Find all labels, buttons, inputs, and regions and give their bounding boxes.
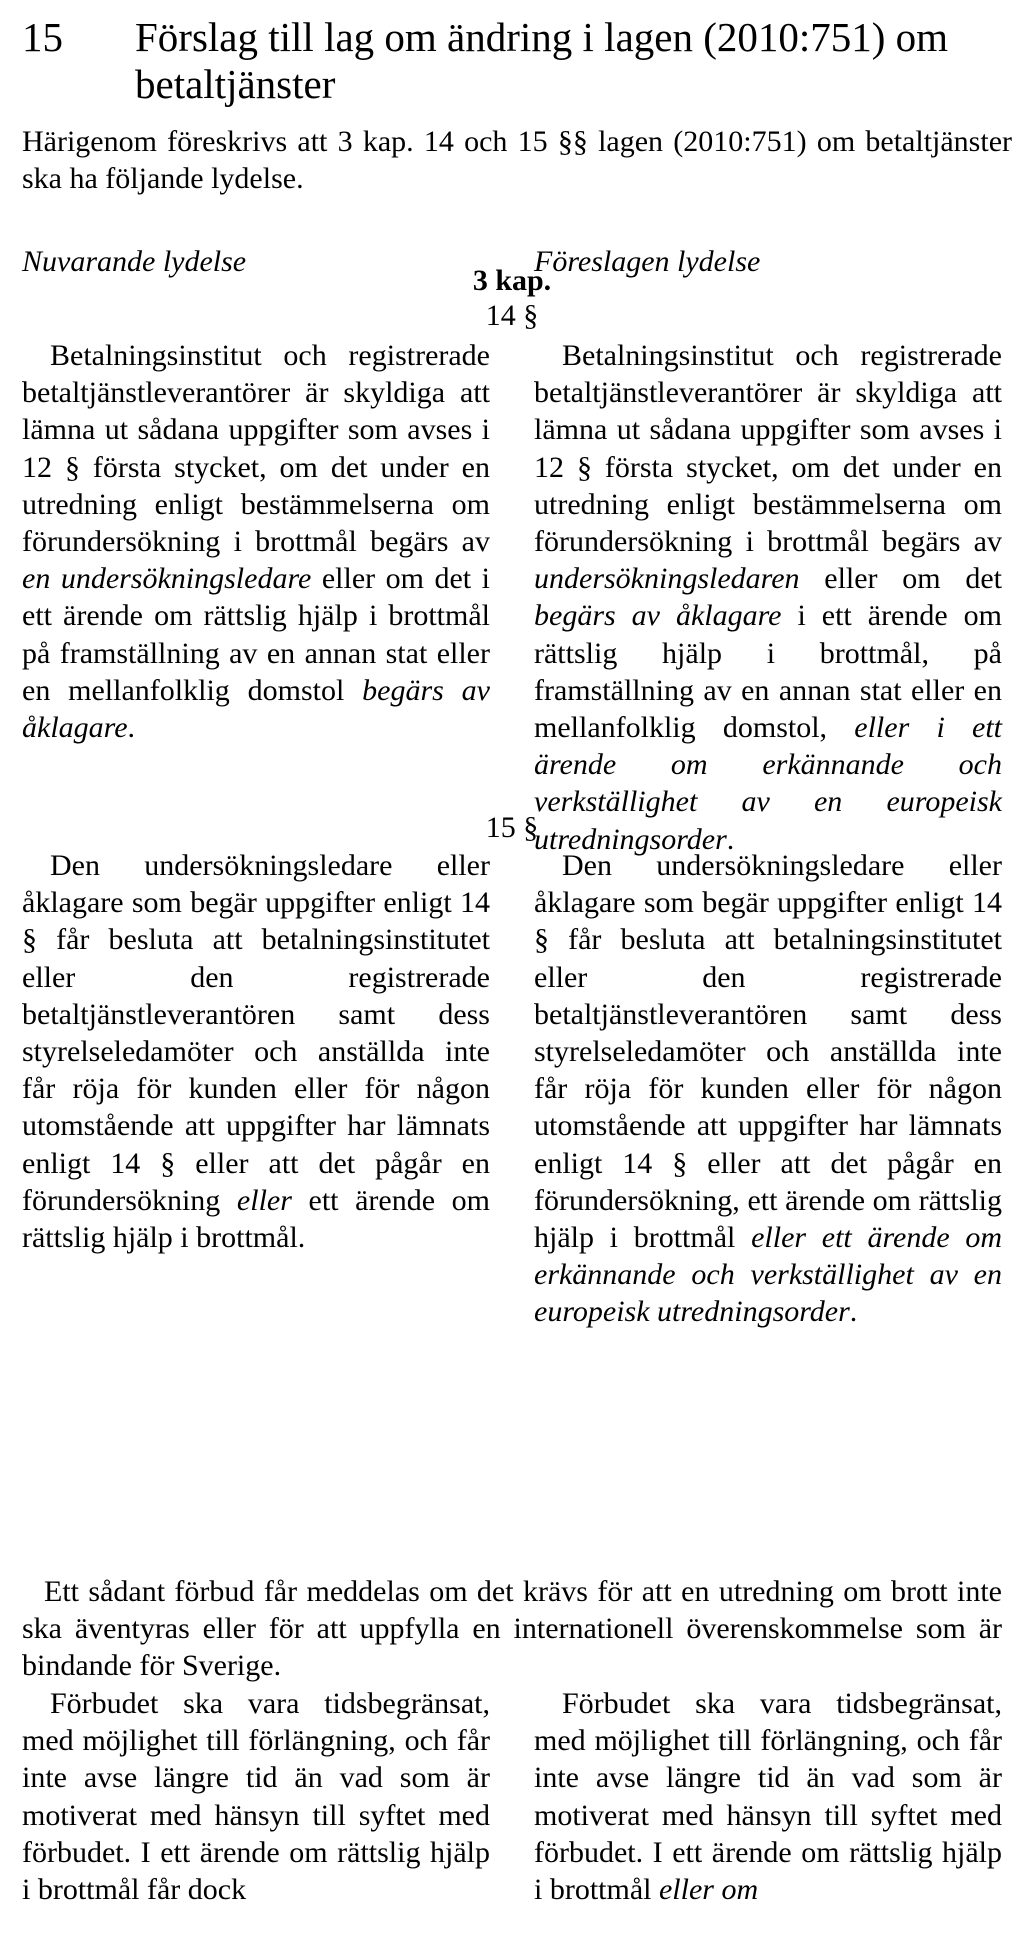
section-14-current-text: [22, 337, 490, 746]
section-title: Förslag till lag om ändring i lagen (2010:751) om betaltjänster: [135, 14, 949, 107]
section-14-proposed-text: [534, 337, 1002, 858]
section-14-current-paragraph: Betalningsinstitut och registrerade betaltjänstleverantörer är skyldiga att lämna ut sådana uppgifter som avses i 12 § första stycket, om det under en utredning enligt bestämmelserna om förundersökning i brottmål begärs av en undersökningsledare eller om det i ett ärende om rättslig hjälp i brottmål på framställning av en annan stat eller en mellanfolklig domstol begärs av åklagare.: [22, 339, 490, 745]
section-number: 15: [22, 14, 63, 60]
section-15-current-paragraph: Den undersökningsledare eller åklagare som begär uppgifter enligt 14 § får besluta att betalningsinstitutet eller den registrerade betaltjänstleverantören samt dess styrelseledamöter och anställda inte får röja för kunden eller för någon utomstående att uppgifter har lämnats enligt 14 § eller att det pågår en förundersökning eller ett ärende om rättslig hjälp i brottmål.: [22, 849, 491, 1255]
chapter-heading: 3 kap.: [472, 264, 552, 297]
section-15-current-paragraph-2: Förbudet ska vara tidsbegränsat, med möjlighet till förlängning, och får inte avse längre tid än vad som är motiverat med hänsyn till syftet med förbudet. I ett ärende om rättslig hjälp i brottmål får dock: [22, 1687, 490, 1907]
section-14-heading: 14 §: [485, 299, 539, 332]
section-15-common-paragraph: Ett sådant förbud får meddelas om det krävs för att en utredning om brott inte ska äventyras eller för att uppfylla en internationell överenskommelse som är bindande för Sverige.: [22, 1575, 1002, 1682]
proposed-wording-label: Föreslagen lydelse: [534, 245, 761, 278]
current-wording-label: Nuvarande lydelse: [22, 245, 247, 278]
section-15-proposed-paragraph-2: Förbudet ska vara tidsbegränsat, med möjlighet till förlängning, och får inte avse längre tid än vad som är motiverat med hänsyn till syftet med förbudet. I ett ärende om rättslig hjälp i brottmål eller om: [534, 1687, 1002, 1907]
section-15-current-text: [22, 847, 490, 1256]
section-15-proposed-paragraph: Den undersökningsledare eller åklagare som begär uppgifter enligt 14 § får besluta att betalningsinstitutet eller den registrerade betaltjänstleverantören samt dess styrelseledamöter och anställda inte får röja för kunden eller för någon utomstående att uppgifter har lämnats enligt 14 § eller att det pågår en förundersökning, ett ärende om rättslig hjälp i brottmål eller ett ärende om erkännande och verkställighet av en europeisk utredningsorder.: [534, 849, 1002, 1329]
section-15-proposed-text: [534, 847, 1002, 1331]
section-15-heading: 15 §: [485, 811, 539, 844]
intro-paragraph: Härigenom föreskrivs att 3 kap. 14 och 15 §§ lagen (2010:751) om betaltjänster ska ha följande lydelse.: [22, 125, 1012, 195]
section-15-current-text-2: [22, 1685, 490, 1908]
section-15-proposed-text-2: [534, 1685, 1002, 1908]
section-14-proposed-paragraph: Betalningsinstitut och registrerade betaltjänstleverantörer är skyldiga att lämna ut sådana uppgifter som avses i 12 § första stycket, om det under en utredning enligt bestämmelserna om förundersökning i brottmål begärs av undersökningsledaren eller om det begärs av åklagare i ett ärende om rättslig hjälp i brottmål, på framställning av en annan stat eller en mellanfolklig domstol, eller i ett ärende om erkännande och verkställighet av en europeisk utredningsorder.: [534, 339, 1003, 856]
